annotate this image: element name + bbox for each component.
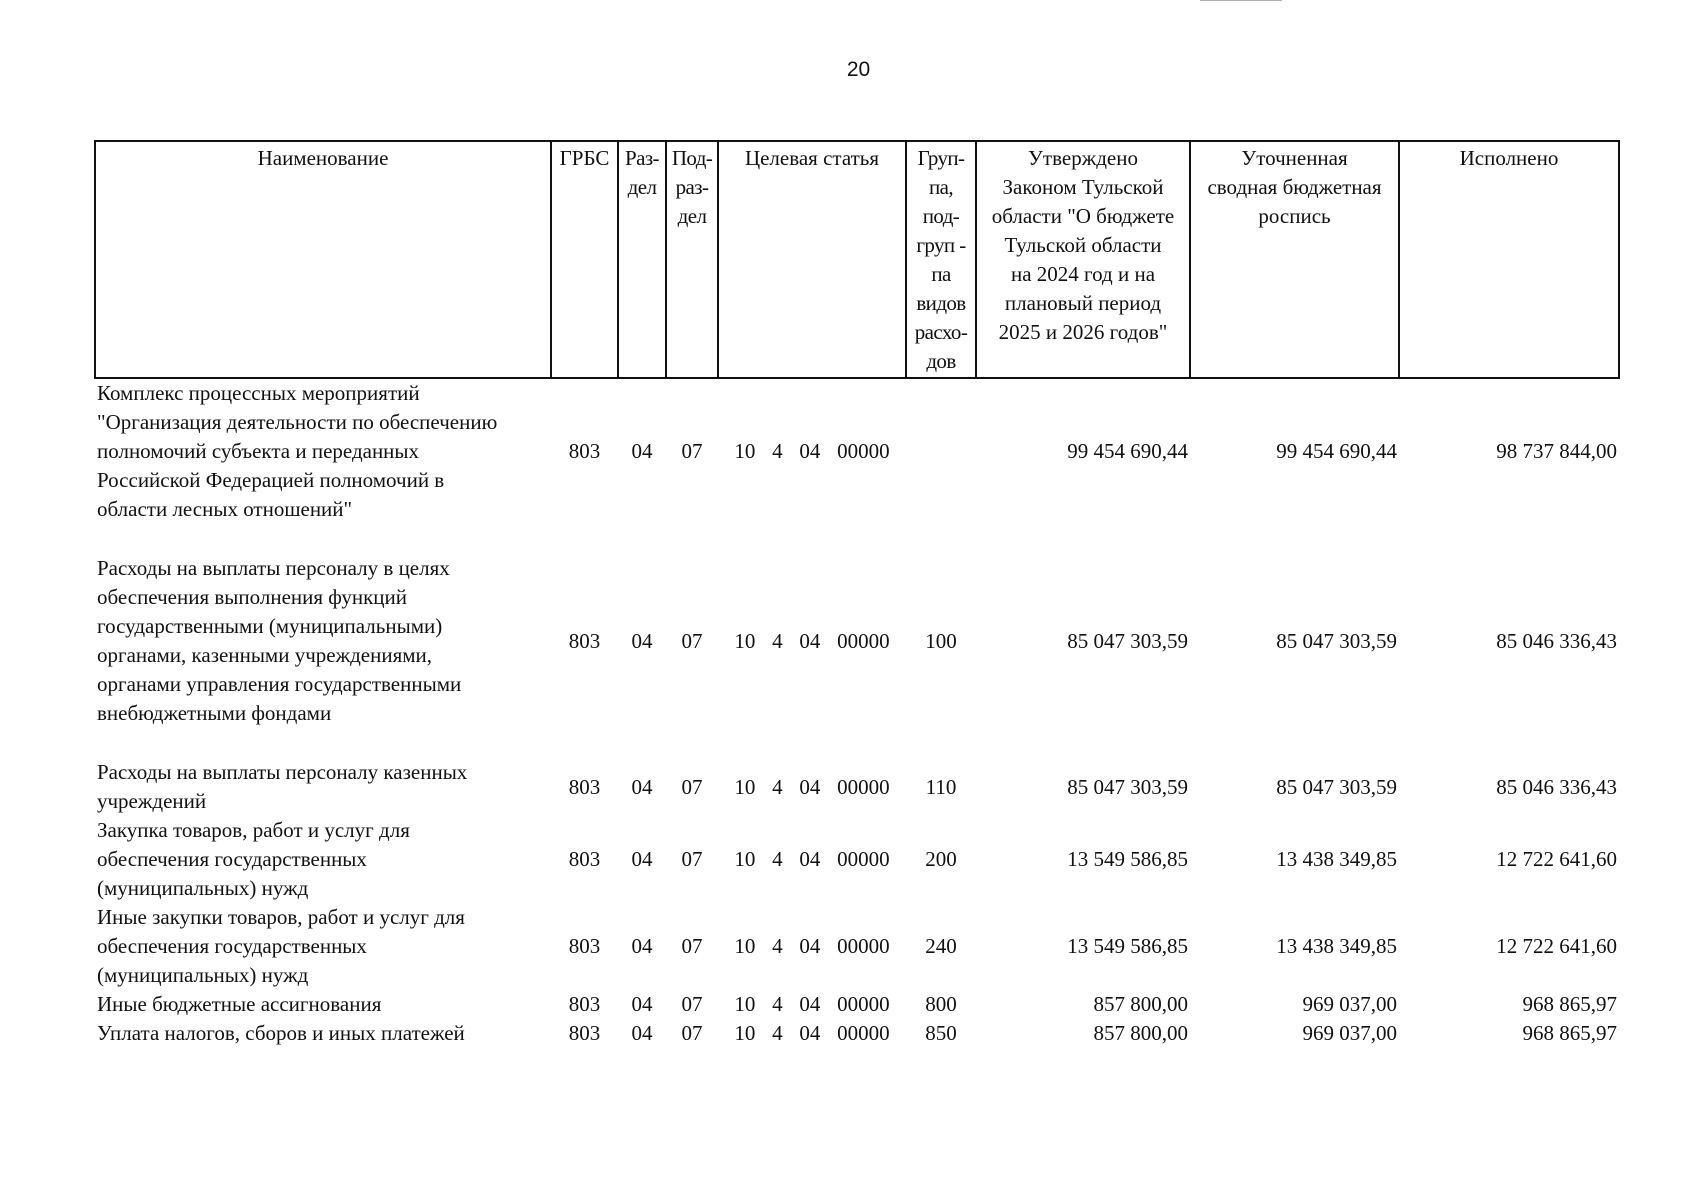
header-expense-group: Груп- па, под- груп - па видов расхо- дов — [906, 141, 976, 378]
row-spacer-cell — [95, 728, 1619, 758]
row-subsection: 07 — [681, 439, 703, 463]
target-article-part-1: 10 — [734, 439, 756, 463]
target-article-part-3: 04 — [799, 1021, 821, 1045]
target-article-part-4: 00000 — [837, 628, 890, 653]
target-article-part-4: 00000 — [837, 847, 890, 871]
row-grbs: 803 — [568, 847, 601, 871]
target-article-part-4: 00000 — [837, 439, 890, 463]
row-expense-group: 240 — [925, 934, 957, 958]
row-executed: 12 722 641,60 — [1496, 847, 1617, 871]
table-body — [95, 378, 1619, 1048]
row-section: 04 — [631, 992, 653, 1016]
row-subsection: 07 — [681, 628, 703, 653]
target-article-part-3: 04 — [799, 992, 821, 1016]
row-name: Расходы на выплаты персоналу в целях обеспечения выполнения функций государственными (муниципальными) органами, казенными учреждениями, органами управления государственными внебюджетными фондами — [97, 556, 462, 725]
row-name: Закупка товаров, работ и услуг для обеспечения государственных (муниципальных) нужд — [97, 818, 410, 900]
budget-table — [94, 140, 1620, 1048]
row-subsection: 07 — [681, 847, 703, 871]
target-article-part-1: 10 — [734, 934, 756, 958]
table-row — [95, 990, 1619, 1019]
row-approved: 85 047 303,59 — [1067, 628, 1188, 653]
row-refined: 85 047 303,59 — [1276, 774, 1397, 799]
row-expense-group: 850 — [925, 1021, 957, 1045]
row-expense-group: 200 — [925, 847, 957, 871]
target-article-part-1: 10 — [734, 628, 756, 653]
row-section: 04 — [631, 439, 653, 463]
row-name: Иные бюджетные ассигнования — [97, 992, 382, 1016]
row-grbs: 803 — [568, 774, 601, 799]
target-article-part-2: 4 — [772, 774, 783, 799]
table-row — [95, 554, 1619, 728]
row-executed: 968 865,97 — [1522, 1021, 1617, 1045]
target-article-part-3: 04 — [799, 774, 821, 799]
row-name: Уплата налогов, сборов и иных платежей — [97, 1021, 465, 1045]
row-spacer — [95, 728, 1619, 758]
table-row — [95, 903, 1619, 990]
row-subsection: 07 — [681, 774, 703, 799]
target-article-part-1: 10 — [734, 774, 756, 799]
row-executed: 12 722 641,60 — [1496, 934, 1617, 958]
target-article-part-2: 4 — [772, 439, 783, 463]
header-approved: Утверждено Законом Тульской области "О бюджете Тульской области на 2024 год и на плановый период 2025 и 2026 годов" — [976, 141, 1190, 378]
target-article-part-2: 4 — [772, 934, 783, 958]
target-article-part-3: 04 — [799, 439, 821, 463]
row-refined: 13 438 349,85 — [1276, 847, 1397, 871]
row-executed: 85 046 336,43 — [1496, 628, 1617, 653]
header-section: Раз- дел — [618, 141, 666, 378]
target-article-part-2: 4 — [772, 628, 783, 653]
row-target-article — [718, 903, 906, 990]
row-executed: 968 865,97 — [1522, 992, 1617, 1016]
row-approved: 857 800,00 — [1093, 1021, 1188, 1045]
header-row — [95, 141, 1619, 378]
row-expense-group: 100 — [925, 628, 957, 653]
row-section: 04 — [631, 628, 653, 653]
table-row — [95, 816, 1619, 903]
target-article-part-1: 10 — [734, 1021, 756, 1045]
row-spacer-cell — [95, 524, 1619, 554]
target-article-part-4: 00000 — [837, 1021, 890, 1045]
table-row — [95, 378, 1619, 524]
row-target-article — [718, 1019, 906, 1048]
header-subsection: Под- раз- дел — [666, 141, 718, 378]
row-target-article — [718, 816, 906, 903]
row-target-article — [718, 554, 906, 728]
target-article-part-4: 00000 — [837, 992, 890, 1016]
target-article-part-2: 4 — [772, 847, 783, 871]
row-approved: 99 454 690,44 — [1067, 439, 1188, 463]
row-expense-group: 110 — [925, 774, 957, 799]
row-executed: 98 737 844,00 — [1496, 439, 1617, 463]
row-expense-group — [906, 378, 976, 524]
row-refined: 99 454 690,44 — [1276, 439, 1397, 463]
row-subsection: 07 — [681, 1021, 703, 1045]
row-target-article — [718, 990, 906, 1019]
header-refined: Уточненная сводная бюджетная роспись — [1190, 141, 1399, 378]
target-article-part-4: 00000 — [837, 934, 890, 958]
target-article-part-3: 04 — [799, 934, 821, 958]
row-grbs: 803 — [568, 439, 601, 463]
row-subsection: 07 — [681, 934, 703, 958]
row-section: 04 — [631, 1021, 653, 1045]
header-executed: Исполнено — [1399, 141, 1619, 378]
table-header — [95, 141, 1619, 378]
row-approved: 13 549 586,85 — [1067, 847, 1188, 871]
header-grbs: ГРБС — [551, 141, 618, 378]
row-name: Комплекс процессных мероприятий "Организация деятельности по обеспечению полномочий субъекта и переданных Российской Федерацией полномочий в области лесных отношений" — [97, 381, 498, 521]
header-target-article: Целевая статья — [718, 141, 906, 378]
row-executed: 85 046 336,43 — [1496, 774, 1617, 799]
row-grbs: 803 — [568, 1021, 601, 1045]
row-section: 04 — [631, 774, 653, 799]
row-refined: 85 047 303,59 — [1276, 628, 1397, 653]
row-section: 04 — [631, 934, 653, 958]
row-approved: 85 047 303,59 — [1067, 774, 1188, 799]
target-article-part-2: 4 — [772, 992, 783, 1016]
row-refined: 969 037,00 — [1302, 1021, 1397, 1045]
row-subsection: 07 — [681, 992, 703, 1016]
table-row — [95, 758, 1619, 816]
row-grbs: 803 — [568, 992, 601, 1016]
row-name: Расходы на выплаты персоналу казенных учреждений — [97, 760, 468, 813]
table-row — [95, 1019, 1619, 1048]
row-grbs: 803 — [568, 628, 601, 653]
row-section: 04 — [631, 847, 653, 871]
target-article-part-1: 10 — [734, 847, 756, 871]
row-spacer — [95, 524, 1619, 554]
target-article-part-3: 04 — [799, 847, 821, 871]
header-name: Наименование — [95, 141, 551, 378]
row-target-article — [718, 378, 906, 524]
target-article-part-1: 10 — [734, 992, 756, 1016]
row-refined: 13 438 349,85 — [1276, 934, 1397, 958]
row-target-article — [718, 758, 906, 816]
row-approved: 13 549 586,85 — [1067, 934, 1188, 958]
row-grbs: 803 — [568, 934, 601, 958]
top-rule — [1200, 0, 1282, 1]
target-article-part-3: 04 — [799, 628, 821, 653]
row-approved: 857 800,00 — [1093, 992, 1188, 1016]
target-article-part-2: 4 — [772, 1021, 783, 1045]
target-article-part-4: 00000 — [837, 774, 890, 799]
row-name: Иные закупки товаров, работ и услуг для обеспечения государственных (муниципальных) нужд — [97, 905, 465, 987]
row-refined: 969 037,00 — [1302, 992, 1397, 1016]
page-number: 20 — [846, 58, 871, 81]
row-expense-group: 800 — [925, 992, 957, 1016]
